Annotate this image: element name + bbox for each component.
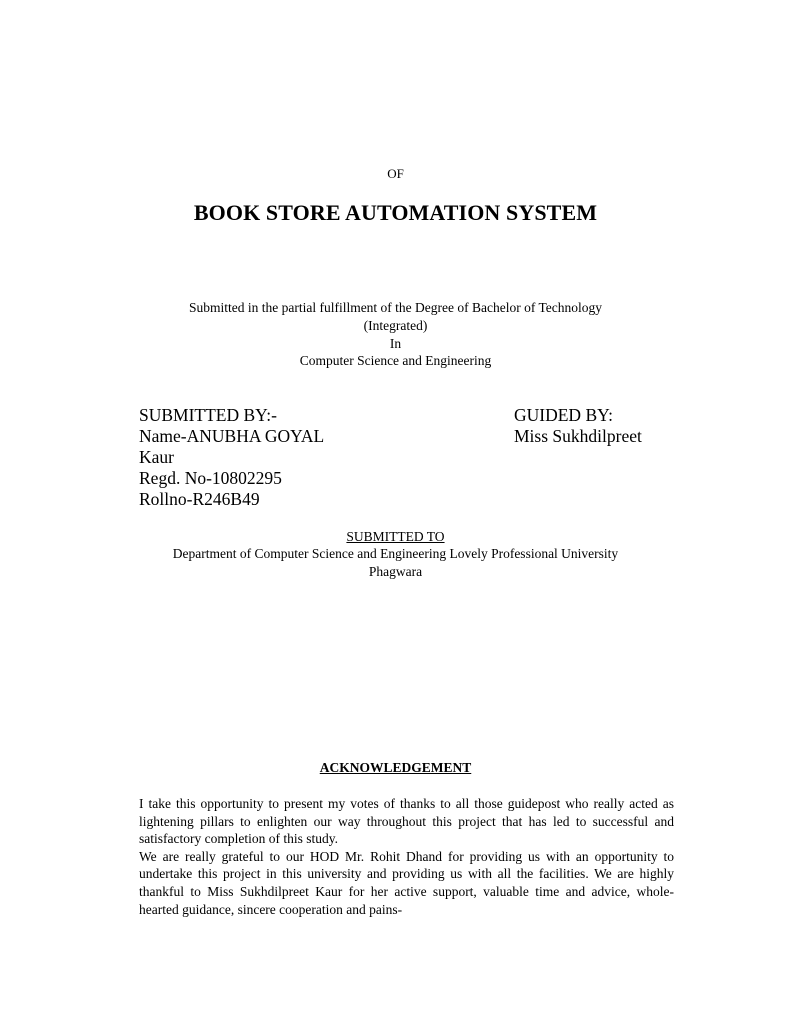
submission-line-4: Computer Science and Engineering [299,353,492,368]
acknowledgement-body [139,795,674,918]
submission-line-1: Submitted in the partial fulfillment of the Degree of Bachelor of Technology [188,300,603,315]
roll-number: Rollno-R246B49 [139,489,260,509]
guide-name: Miss Sukhdilpreet [514,426,642,446]
acknowledgement-paragraph-1: I take this opportunity to present my votes of thanks to all those guidepost who really acted as lightening pillars to enlighten our way throughout this project that has led to successful and satisfactory completion of this study. [139,796,674,847]
guide-name-continued: Kaur [139,447,174,467]
submission-line-2: (Integrated) [363,318,428,333]
submitted-by-block [139,405,324,510]
registration-number: Regd. No-10802295 [139,468,282,488]
of-label: OF [387,166,404,181]
guided-by-block [514,405,642,447]
document-title: BOOK STORE AUTOMATION SYSTEM [193,200,598,225]
acknowledgement-heading: ACKNOWLEDGEMENT [319,760,472,775]
department-line-2: Phagwara [368,564,423,579]
department-line-1: Department of Computer Science and Engineering Lovely Professional University [172,546,619,561]
submitted-by-heading: SUBMITTED BY:- [139,405,277,425]
acknowledgement-paragraph-2: We are really grateful to our HOD Mr. Rohit Dhand for providing us with an opportunity to undertake this project in this university and providing us with all the facilities. We are highly thankful to Miss Sukhdilpreet Kaur for her active support, valuable time and advice, whole-hearted guidance, sincere cooperation and pains- [139,848,674,917]
submission-line-3: In [389,336,402,351]
guided-by-heading: GUIDED BY: [514,405,614,425]
submitted-to-heading: SUBMITTED TO [346,529,445,544]
student-name: Name-ANUBHA GOYAL [139,426,325,446]
